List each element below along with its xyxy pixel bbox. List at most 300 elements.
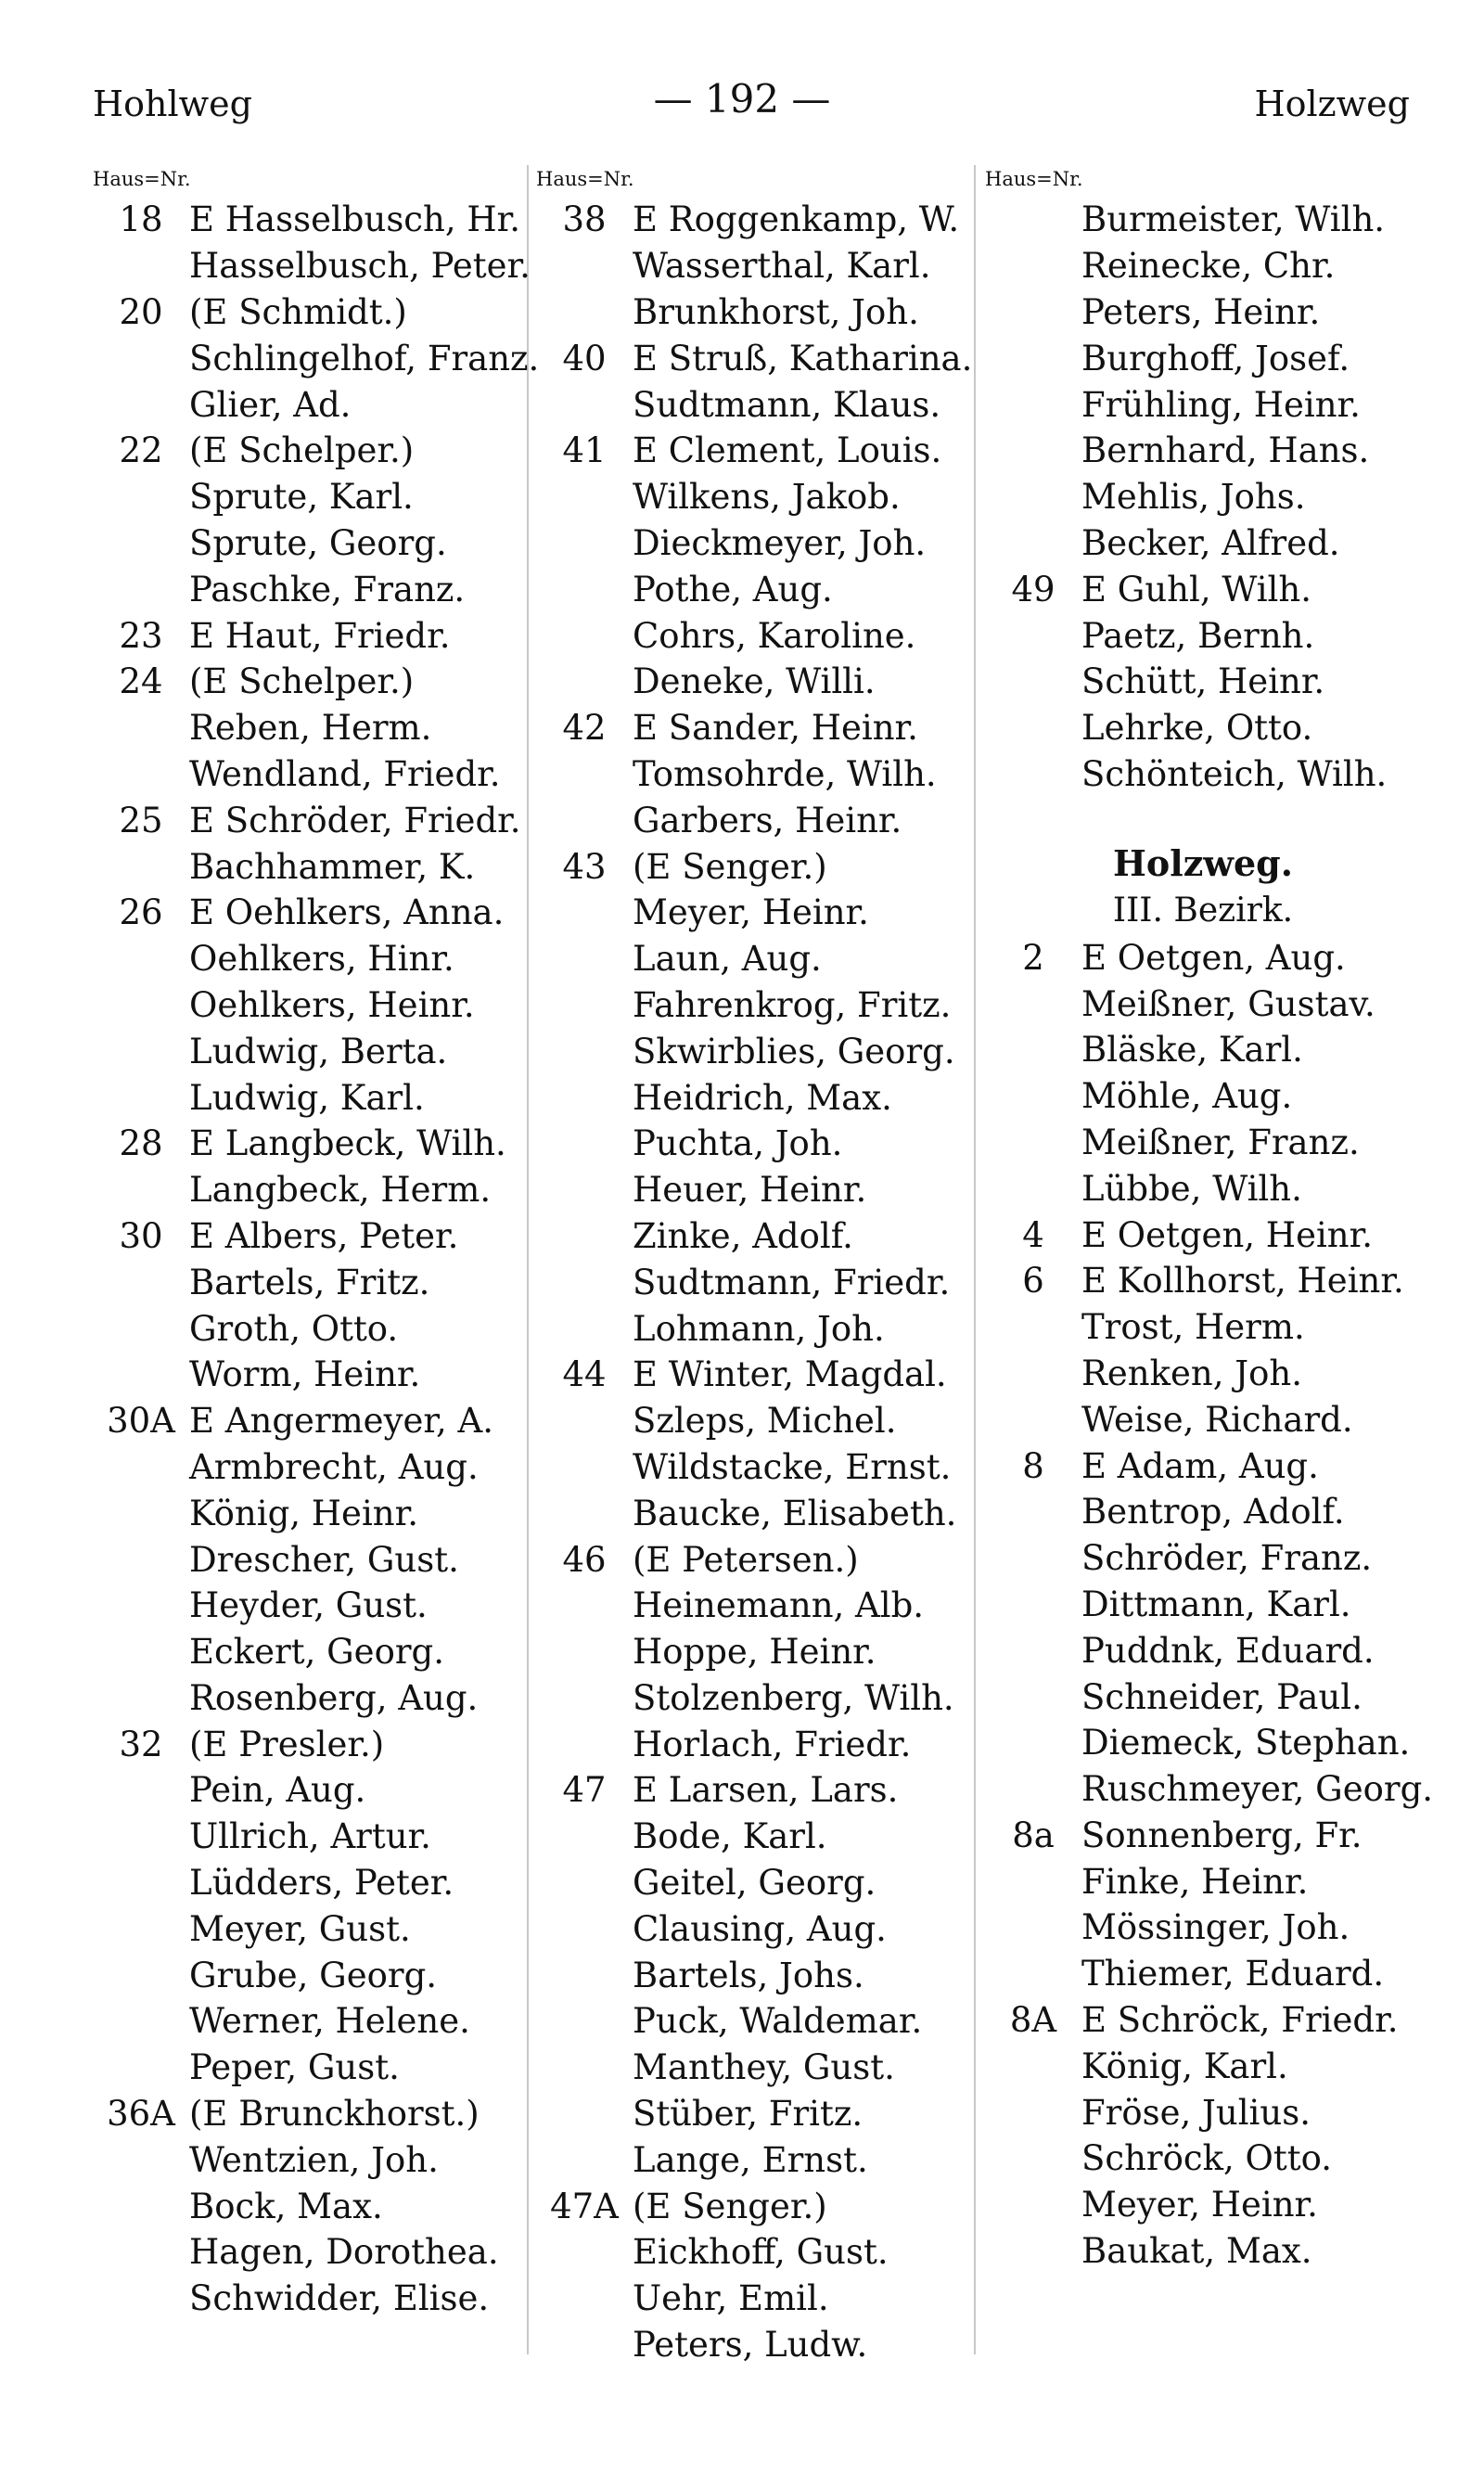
- resident-name: (E Schelper.): [189, 661, 415, 702]
- directory-entry: [536, 1905, 972, 1952]
- resident-name: Szleps, Michel.: [633, 1401, 897, 1442]
- directory-entry: [536, 982, 972, 1029]
- running-head-right: Holzweg: [1254, 83, 1410, 124]
- house-number: 30: [119, 1215, 163, 1256]
- directory-entry: [93, 2091, 539, 2137]
- resident-name: Schröder, Franz.: [1081, 1538, 1373, 1579]
- resident-name: Sprute, Karl.: [189, 477, 414, 518]
- directory-entry: [536, 428, 972, 474]
- resident-name: Heuer, Heinr.: [633, 1170, 867, 1211]
- directory-entry: [93, 1860, 539, 1906]
- column-header: Haus=Nr.: [93, 168, 191, 190]
- resident-name: E Kollhorst, Heinr.: [1081, 1261, 1404, 1302]
- column-1: [93, 165, 539, 2322]
- directory-entry: [536, 1398, 972, 1444]
- directory-entry: [985, 1582, 1433, 1628]
- directory-entry: [536, 381, 972, 428]
- resident-name: Schönteich, Wilh.: [1081, 753, 1388, 794]
- directory-entry: [93, 890, 539, 936]
- resident-name: Schlingelhof, Franz.: [189, 338, 540, 378]
- directory-entry: [536, 474, 972, 520]
- directory-entry: [536, 705, 972, 751]
- directory-entry: [536, 1721, 972, 1767]
- directory-entry: [93, 289, 539, 336]
- house-number: 25: [119, 800, 163, 840]
- house-number: 43: [562, 846, 607, 887]
- resident-name: Laun, Aug.: [633, 939, 822, 980]
- house-number: 41: [562, 430, 607, 471]
- resident-name: Eckert, Georg.: [189, 1632, 444, 1673]
- resident-name: Trost, Herm.: [1081, 1307, 1305, 1348]
- resident-name: (E Schelper.): [189, 430, 415, 471]
- directory-entry: [536, 1121, 972, 1167]
- directory-entry: [985, 335, 1433, 381]
- resident-name: E Larsen, Lars.: [633, 1770, 899, 1811]
- house-number: 8a: [1012, 1815, 1055, 1855]
- directory-entry: [985, 2043, 1433, 2089]
- directory-entry: [93, 1629, 539, 1675]
- resident-name: Paetz, Bernh.: [1081, 615, 1315, 656]
- page-number: — 192 —: [653, 76, 831, 122]
- house-number: 26: [119, 892, 163, 933]
- directory-entry: [536, 1213, 972, 1260]
- resident-name: Diemeck, Stephan.: [1081, 1723, 1411, 1763]
- resident-name: Peters, Ludw.: [633, 2325, 868, 2366]
- resident-name: Hoppe, Heinr.: [633, 1632, 876, 1673]
- directory-entry: [536, 2276, 972, 2322]
- directory-entry: [985, 428, 1433, 474]
- resident-name: Pothe, Aug.: [633, 569, 833, 609]
- directory-entry: [93, 381, 539, 428]
- street-heading: Holzweg.: [1113, 842, 1293, 885]
- resident-name: Cohrs, Karoline.: [633, 615, 916, 656]
- resident-name: Oehlkers, Heinr.: [189, 984, 475, 1025]
- resident-name: Bachhammer, K.: [189, 846, 476, 887]
- resident-name: E Winter, Magdal.: [633, 1354, 947, 1395]
- directory-entry: [985, 2182, 1433, 2228]
- resident-name: Weise, Richard.: [1081, 1399, 1353, 1440]
- house-number: 8A: [1009, 2000, 1057, 2041]
- directory-entry: [536, 289, 972, 336]
- directory-entry: [93, 751, 539, 798]
- resident-name: Paschke, Franz.: [189, 569, 466, 609]
- resident-name: Meyer, Heinr.: [1081, 2185, 1318, 2225]
- directory-entry: [93, 428, 539, 474]
- directory-entry: [93, 1213, 539, 1260]
- resident-name: Sudtmann, Klaus.: [633, 384, 941, 425]
- resident-name: Heinemann, Alb.: [633, 1585, 925, 1626]
- resident-name: E Hasselbusch, Hr.: [189, 199, 521, 240]
- resident-name: Heidrich, Max.: [633, 1077, 892, 1118]
- house-number: 32: [119, 1724, 163, 1764]
- resident-name: E Oetgen, Heinr.: [1081, 1214, 1374, 1255]
- resident-name: Stolzenberg, Wilh.: [633, 1677, 954, 1718]
- resident-name: Bock, Max.: [189, 2186, 383, 2226]
- directory-entry: [93, 1905, 539, 1952]
- resident-name: Pein, Aug.: [189, 1770, 366, 1811]
- directory-entry: [536, 2091, 972, 2137]
- directory-entry: [93, 1121, 539, 1167]
- house-number: 47A: [550, 2186, 619, 2226]
- resident-name: E Haut, Friedr.: [189, 615, 451, 656]
- directory-entry: [985, 197, 1433, 243]
- directory-entry: [93, 1167, 539, 1213]
- resident-name: Reinecke, Chr.: [1081, 246, 1336, 287]
- directory-entry: [985, 612, 1433, 659]
- directory-entry: [985, 1443, 1433, 1489]
- house-number: 2: [1022, 937, 1044, 978]
- directory-entry: [536, 843, 972, 890]
- resident-name: Bentrop, Adolf.: [1081, 1492, 1345, 1533]
- house-number: 4: [1022, 1214, 1044, 1255]
- directory-entry: [536, 2136, 972, 2183]
- directory-entry: [93, 797, 539, 843]
- resident-name: Zinke, Adolf.: [633, 1215, 853, 1256]
- directory-entry: [93, 2276, 539, 2322]
- directory-entry: [985, 1304, 1433, 1351]
- resident-name: E Adam, Aug.: [1081, 1445, 1319, 1486]
- directory-entry: [985, 659, 1433, 705]
- directory-entry: [93, 1074, 539, 1121]
- directory-entry: [985, 1951, 1433, 1997]
- resident-name: Bode, Karl.: [633, 1816, 827, 1857]
- directory-entry: [93, 2045, 539, 2091]
- directory-entry: [93, 2183, 539, 2229]
- directory-entry: [93, 2136, 539, 2183]
- directory-entry: [93, 612, 539, 659]
- directory-entry: [985, 1396, 1433, 1443]
- house-number: 49: [1011, 569, 1055, 609]
- resident-name: Fröse, Julius.: [1081, 2092, 1311, 2133]
- directory-entry: [536, 1028, 972, 1074]
- resident-name: Wendland, Friedr.: [189, 753, 501, 794]
- directory-entry: [93, 1028, 539, 1074]
- resident-name: Ludwig, Berta.: [189, 1031, 448, 1071]
- house-number: 30A: [107, 1401, 175, 1442]
- directory-entry: [93, 705, 539, 751]
- resident-name: Bartels, Johs.: [633, 1955, 864, 1995]
- resident-name: Schütt, Heinr.: [1081, 661, 1325, 702]
- resident-name: Geitel, Georg.: [633, 1863, 876, 1904]
- resident-name: Wilkens, Jakob.: [633, 477, 901, 518]
- resident-name: Finke, Heinr.: [1081, 1861, 1309, 1902]
- directory-entry: [536, 2183, 972, 2229]
- resident-name: Hasselbusch, Peter.: [189, 246, 531, 287]
- resident-name: E Schröck, Friedr.: [1081, 2000, 1399, 2041]
- resident-name: (E Brunckhorst.): [189, 2094, 480, 2135]
- resident-name: Hagen, Dorothea.: [189, 2232, 499, 2273]
- directory-entry: [536, 890, 972, 936]
- directory-entry: [985, 1489, 1433, 1535]
- directory-entry: [985, 934, 1433, 981]
- house-number: 28: [119, 1123, 163, 1164]
- directory-entry: [985, 1027, 1433, 1073]
- house-number: 23: [119, 615, 163, 656]
- directory-entry: [93, 1536, 539, 1583]
- resident-name: Skwirblies, Georg.: [633, 1031, 955, 1071]
- directory-entry: [536, 2229, 972, 2276]
- directory-entry: [536, 1583, 972, 1629]
- directory-entry: [536, 2045, 972, 2091]
- resident-name: (E Schmidt.): [189, 291, 407, 332]
- directory-entry: [93, 243, 539, 289]
- house-number: 36A: [107, 2094, 175, 2135]
- resident-name: Meißner, Gustav.: [1081, 983, 1375, 1024]
- directory-entry: [985, 243, 1433, 289]
- resident-name: Grube, Georg.: [189, 1955, 438, 1995]
- district-subheading: III. Bezirk.: [1112, 891, 1294, 930]
- directory-entry: [985, 566, 1433, 612]
- resident-name: Werner, Helene.: [189, 2001, 470, 2042]
- resident-name: Horlach, Friedr.: [633, 1724, 912, 1764]
- resident-name: König, Heinr.: [189, 1493, 419, 1533]
- directory-entry: [985, 1535, 1433, 1582]
- house-number: 44: [562, 1354, 607, 1395]
- resident-name: Clausing, Aug.: [633, 1908, 887, 1949]
- house-number: 22: [119, 430, 163, 471]
- directory-entry: [536, 335, 972, 381]
- resident-name: E Albers, Peter.: [189, 1215, 459, 1256]
- resident-name: Schwidder, Elise.: [189, 2278, 490, 2319]
- resident-name: Puchta, Joh.: [633, 1123, 843, 1164]
- resident-name: Frühling, Heinr.: [1081, 384, 1361, 425]
- resident-name: Meißner, Franz.: [1081, 1122, 1360, 1162]
- resident-name: Glier, Ad.: [189, 384, 352, 425]
- resident-name: Wentzien, Joh.: [189, 2139, 439, 2180]
- resident-name: Uehr, Emil.: [633, 2278, 829, 2319]
- resident-name: Sonnenberg, Fr.: [1081, 1815, 1362, 1855]
- directory-entry: [536, 1444, 972, 1491]
- resident-name: Mehlis, Johs.: [1081, 477, 1306, 518]
- directory-entry: [985, 520, 1433, 567]
- house-number: 6: [1022, 1261, 1044, 1302]
- resident-name: Groth, Otto.: [189, 1308, 399, 1349]
- column-2: [536, 165, 972, 2367]
- resident-name: Bernhard, Hans.: [1081, 430, 1370, 471]
- directory-entry: [985, 1165, 1433, 1212]
- resident-name: Garbers, Heinr.: [633, 800, 902, 840]
- directory-entry: [985, 1997, 1433, 2044]
- directory-entry: [985, 1720, 1433, 1766]
- directory-entry: [985, 474, 1433, 520]
- house-number: 18: [119, 199, 163, 240]
- resident-name: Dieckmeyer, Joh.: [633, 522, 927, 563]
- directory-entry: [536, 659, 972, 705]
- column-divider: [974, 165, 976, 2354]
- resident-name: Sudtmann, Friedr.: [633, 1262, 951, 1302]
- directory-entry: [93, 1444, 539, 1491]
- house-number: 46: [562, 1539, 607, 1580]
- house-number: 20: [119, 291, 163, 332]
- house-number: 24: [119, 661, 163, 702]
- directory-entry: [93, 1814, 539, 1860]
- resident-name: Ludwig, Karl.: [189, 1077, 425, 1118]
- directory-entry: [93, 843, 539, 890]
- resident-name: Lüdders, Peter.: [189, 1863, 454, 1904]
- running-head-left: Hohlweg: [93, 83, 252, 124]
- directory-entry: [536, 1814, 972, 1860]
- directory-entry: [536, 1629, 972, 1675]
- resident-name: E Roggenkamp, W.: [633, 199, 960, 240]
- resident-name: Sprute, Georg.: [189, 522, 447, 563]
- directory-entry: [985, 1766, 1433, 1813]
- directory-entry: [93, 1490, 539, 1536]
- resident-name: Ullrich, Artur.: [189, 1816, 431, 1857]
- column-header: Haus=Nr.: [536, 168, 634, 190]
- resident-name: Worm, Heinr.: [189, 1354, 421, 1395]
- directory-entry: [985, 1904, 1433, 1951]
- resident-name: Rosenberg, Aug.: [189, 1677, 479, 1718]
- resident-name: Drescher, Gust.: [189, 1539, 459, 1580]
- directory-entry: [93, 474, 539, 520]
- directory-entry: [536, 1767, 972, 1814]
- directory-entry: [985, 1351, 1433, 1397]
- directory-entry: [985, 2228, 1433, 2275]
- resident-name: Lange, Ernst.: [633, 2139, 868, 2180]
- resident-name: Fahrenkrog, Fritz.: [633, 984, 952, 1025]
- directory-entry: [93, 1952, 539, 1998]
- directory-entry: [985, 1258, 1433, 1304]
- directory-entry: [536, 1167, 972, 1213]
- house-number: 47: [562, 1770, 607, 1811]
- house-number: 8: [1022, 1445, 1044, 1486]
- resident-name: Burmeister, Wilh.: [1081, 199, 1386, 240]
- directory-entry: [985, 1627, 1433, 1674]
- directory-entry: [985, 1120, 1433, 1166]
- directory-entry: [536, 612, 972, 659]
- resident-name: Schröck, Otto.: [1081, 2138, 1332, 2179]
- directory-entry: [536, 566, 972, 612]
- resident-name: Dittmann, Karl.: [1081, 1584, 1351, 1624]
- resident-name: Schneider, Paul.: [1081, 1676, 1362, 1717]
- directory-entry: [536, 1074, 972, 1121]
- directory-entry: [985, 1073, 1433, 1120]
- resident-name: Ruschmeyer, Georg.: [1081, 1769, 1434, 1810]
- directory-entry: [93, 2229, 539, 2276]
- resident-name: Armbrecht, Aug.: [189, 1446, 479, 1487]
- resident-name: Renken, Joh.: [1081, 1353, 1302, 1393]
- resident-name: Meyer, Heinr.: [633, 892, 869, 933]
- resident-name: (E Senger.): [633, 846, 827, 887]
- directory-entry: [985, 751, 1433, 798]
- resident-name: Manthey, Gust.: [633, 2047, 895, 2088]
- resident-name: Lehrke, Otto.: [1081, 708, 1313, 749]
- resident-name: E Struß, Katharina.: [633, 338, 973, 378]
- directory-entry: [93, 1398, 539, 1444]
- resident-name: Puck, Waldemar.: [633, 2001, 923, 2042]
- resident-name: Stüber, Fritz.: [633, 2094, 864, 2135]
- directory-entry: [536, 1352, 972, 1398]
- column-3: [985, 165, 1433, 2274]
- resident-name: Bartels, Fritz.: [189, 1262, 430, 1302]
- resident-name: Heyder, Gust.: [189, 1585, 428, 1626]
- resident-name: Mössinger, Joh.: [1081, 1907, 1350, 1948]
- directory-entry: [93, 1767, 539, 1814]
- resident-name: (E Presler.): [189, 1724, 385, 1764]
- resident-name: Oehlkers, Hinr.: [189, 939, 454, 980]
- resident-name: Peper, Gust.: [189, 2047, 400, 2088]
- resident-name: Möhle, Aug.: [1081, 1076, 1293, 1117]
- resident-name: E Langbeck, Wilh.: [189, 1123, 506, 1164]
- resident-name: König, Karl.: [1081, 2046, 1288, 2086]
- directory-entry: [536, 2322, 972, 2368]
- directory-entry: [985, 1813, 1433, 1859]
- directory-entry: [93, 659, 539, 705]
- house-number: 40: [562, 338, 607, 378]
- directory-entry: [536, 1490, 972, 1536]
- directory-entry: [536, 197, 972, 243]
- resident-name: E Sander, Heinr.: [633, 708, 918, 749]
- resident-name: Eickhoff, Gust.: [633, 2232, 889, 2273]
- directory-entry: [985, 1674, 1433, 1720]
- directory-entry: [93, 1259, 539, 1305]
- resident-name: Thiemer, Eduard.: [1081, 1954, 1385, 1994]
- directory-entry: [985, 381, 1433, 428]
- directory-entry: [985, 2135, 1433, 2182]
- house-number: 42: [562, 708, 607, 749]
- resident-name: Baucke, Elisabeth.: [633, 1493, 957, 1533]
- directory-entry: [93, 1583, 539, 1629]
- resident-name: Puddnk, Eduard.: [1081, 1630, 1375, 1671]
- directory-entry: [985, 981, 1433, 1027]
- resident-name: Reben, Herm.: [189, 708, 432, 749]
- resident-name: Becker, Alfred.: [1081, 522, 1340, 563]
- directory-entry: [536, 1536, 972, 1583]
- resident-name: (E Petersen.): [633, 1539, 859, 1580]
- resident-name: Langbeck, Herm.: [189, 1170, 492, 1211]
- resident-name: Wasserthal, Karl.: [633, 246, 931, 287]
- resident-name: (E Senger.): [633, 2186, 827, 2226]
- resident-name: Wildstacke, Ernst.: [633, 1446, 952, 1487]
- directory-entry: [93, 1675, 539, 1722]
- directory-entry: [536, 1998, 972, 2045]
- house-number: 38: [562, 199, 607, 240]
- resident-name: E Angermeyer, A.: [189, 1401, 493, 1442]
- resident-name: Baukat, Max.: [1081, 2231, 1312, 2272]
- directory-entry: [985, 705, 1433, 751]
- directory-entry: [93, 566, 539, 612]
- directory-entry: [93, 1721, 539, 1767]
- resident-name: E Oetgen, Aug.: [1081, 937, 1346, 978]
- resident-name: Peters, Heinr.: [1081, 291, 1321, 332]
- directory-entry: [93, 936, 539, 982]
- resident-name: Tomsohrde, Wilh.: [633, 753, 937, 794]
- directory-entry: [93, 520, 539, 567]
- directory-entry: [93, 197, 539, 243]
- directory-entry: [93, 982, 539, 1029]
- directory-entry: [536, 936, 972, 982]
- directory-entry: [985, 2089, 1433, 2135]
- resident-name: Deneke, Willi.: [633, 661, 876, 702]
- directory-entry: [536, 1860, 972, 1906]
- directory-entry: [536, 520, 972, 567]
- directory-entry: [536, 1259, 972, 1305]
- directory-entry: [985, 1858, 1433, 1904]
- resident-name: E Oehlkers, Anna.: [189, 892, 505, 933]
- resident-name: Lübbe, Wilh.: [1081, 1168, 1302, 1209]
- directory-entry: [93, 335, 539, 381]
- resident-name: E Clement, Louis.: [633, 430, 942, 471]
- directory-entry: [536, 797, 972, 843]
- directory-entry: [536, 243, 972, 289]
- directory-entry: [985, 289, 1433, 336]
- resident-name: E Guhl, Wilh.: [1081, 569, 1311, 609]
- resident-name: Bläske, Karl.: [1081, 1030, 1303, 1071]
- directory-entry: [536, 1952, 972, 1998]
- directory-entry: [536, 1675, 972, 1722]
- directory-entry: [93, 1998, 539, 2045]
- directory-entry: [536, 1305, 972, 1352]
